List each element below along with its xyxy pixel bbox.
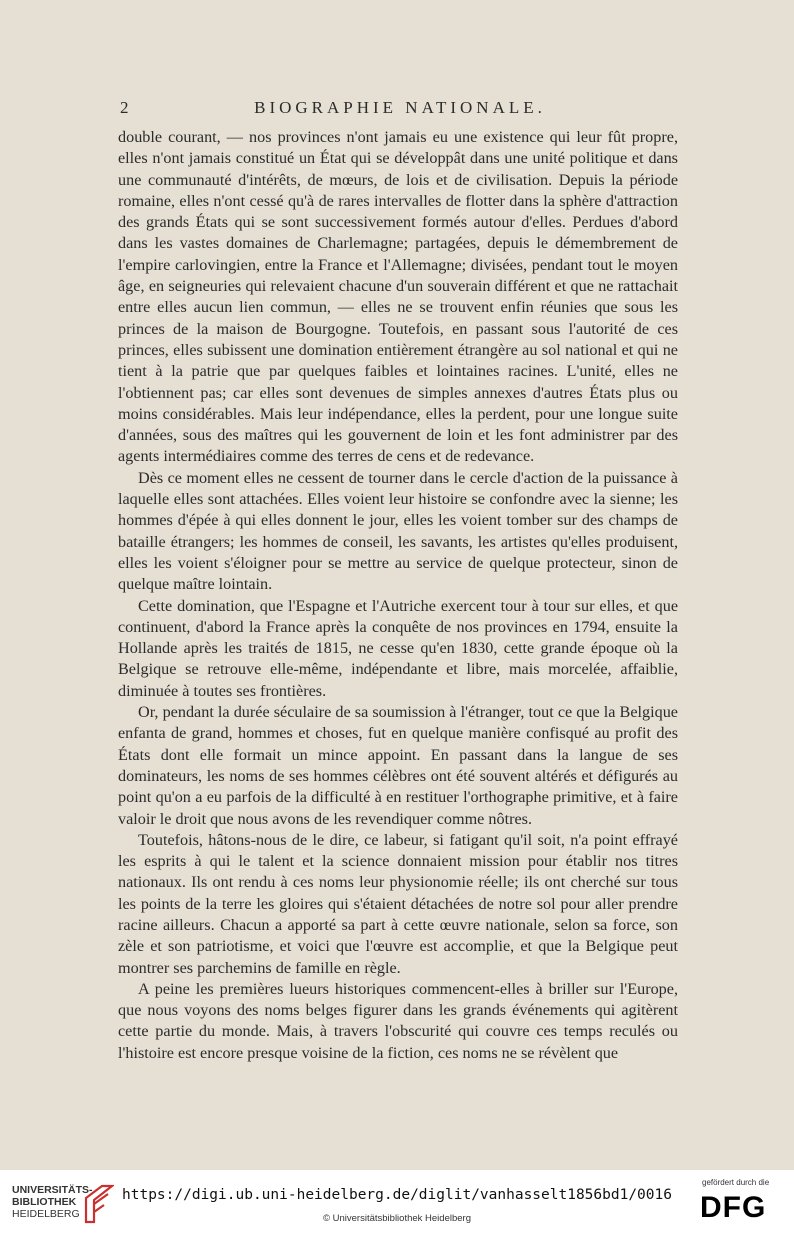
running-title: BIOGRAPHIE NATIONALE.	[254, 98, 546, 117]
library-name-line-1: UNIVERSITÄTS-	[12, 1184, 93, 1196]
library-name-line-2: BIBLIOTHEK	[12, 1196, 77, 1208]
permalink-url[interactable]: https://digi.ub.uni-heidelberg.de/diglit/vanhasselt1856bd1/0016	[122, 1187, 672, 1203]
paragraph-3: Cette domination, que l'Espagne et l'Autriche exercent tour à tour sur elles, et que continuent, d'abord la France après la conquête de nos provinces en 1794, ensuite la Hollande après les traités de 1815, ne cesse qu'en 1830, cette grande époque où la Belgique se retrouve elle-même, indépendante et libre, mais morcelée, affaiblie, diminuée à toutes ses frontières.	[118, 596, 678, 700]
paragraph-5: Toutefois, hâtons-nous de le dire, ce labeur, si fatigant qu'il soit, n'a point effrayé les esprits à qui le talent et la science donnaient mission pour établir nos titres nationaux. Ils ont rendu à ces noms leur physionomie réelle; ils ont cherché sur tous les points de la terre les gloires qui s'étaient détachées de notre sol pour aller prendre racine ailleurs. Chacun a apporté sa part à cette œuvre nationale, selon sa force, son zèle et son patriotisme, et voici que l'œuvre est accomplie, et que la Belgique peut montrer ses parchemins de famille en règle.	[118, 830, 678, 977]
paragraph-1: double courant, — nos provinces n'ont jamais eu une existence qui leur fût propre, elles n'ont jamais constitué un État qui se développât dans une unité politique et dans une communauté d'intérêts, de mœurs, de lois et de civilisation. Depuis la période romaine, elles n'ont cessé qu'à de rares intervalles de flotter dans la sphère d'attraction des grands États qui se sont successivement formés autour d'elles. Perdues d'abord dans les vastes domaines de Charlemagne; partagées, depuis le démembrement de l'empire carlovingien, entre la France et l'Allemagne; divisées, pendant tout le moyen âge, en seigneuries qui relevaient chacune d'un souverain différent et que ne rattachait entre elles aucun lien commun, — elles ne se trouvent enfin réunies que sous les princes de la maison de Bourgogne. Toutefois, en passant sous l'autorité de ces princes, elles subissent une domination entièrement étrangère au sol national et qui ne tient à la patrie que par quelques faibles et lointaines racines. L'unité, elles ne l'obtiennent pas; car elles sont devenues de simples annexes d'autres États plus ou moins considérables. Mais leur indépendance, elles la perdent, pour une longue suite d'années, sous des maîtres qui les gouvernent de loin et les font administrer par des agents intermédiaires comme des terres de cens et de redevance.	[118, 128, 678, 466]
page-number: 2	[120, 98, 130, 117]
copyright-notice: © Universitätsbibliothek Heidelberg	[323, 1213, 471, 1224]
page-header	[120, 98, 680, 122]
funder-caption: gefördert durch die	[702, 1178, 770, 1187]
dfg-logo: DFG	[700, 1191, 767, 1224]
paragraph-2: Dès ce moment elles ne cessent de tourner dans le cercle d'action de la puissance à laquelle elles sont attachées. Elles voient leur histoire se confondre avec la sienne; les hommes d'épée à qui elles donnent le jour, elles les voient tomber sur des champs de bataille étrangers; les hommes de conseil, les savants, les artistes qu'elles produisent, elles les voient s'éloigner pour se mettre au service de quelque protecteur, sinon de quelque maître lointain.	[118, 468, 678, 594]
viewer-footer	[0, 1170, 794, 1233]
funder-block[interactable]	[700, 1178, 780, 1228]
library-name-line-3: HEIDELBERG	[12, 1208, 80, 1220]
paragraph-6: A peine les premières lueurs historiques commencent-elles à briller sur l'Europe, que nous voyons des noms belges figurer dans les grands événements qui agitèrent cette partie du monde. Mais, à travers l'obscurité qui couvre ces temps reculés ou l'histoire est encore presque voisine de la fiction, ces noms ne se révèlent que	[118, 979, 678, 1062]
body-text	[118, 127, 678, 1064]
paragraph-4: Or, pendant la durée séculaire de sa soumission à l'étranger, tout ce que la Belgique enfanta de grand, hommes et choses, fut en quelque manière confisqué au profit des États dont elle formait un mince appoint. En passant dans la langue de ses dominateurs, les noms de ses hommes célèbres ont été souvent altérés et défigurés au point qu'on a eu parfois de la difficulté à en restituer l'orthographe primitive, et à faire valoir le droit que nous avons de les revendiquer comme nôtres.	[118, 703, 678, 828]
